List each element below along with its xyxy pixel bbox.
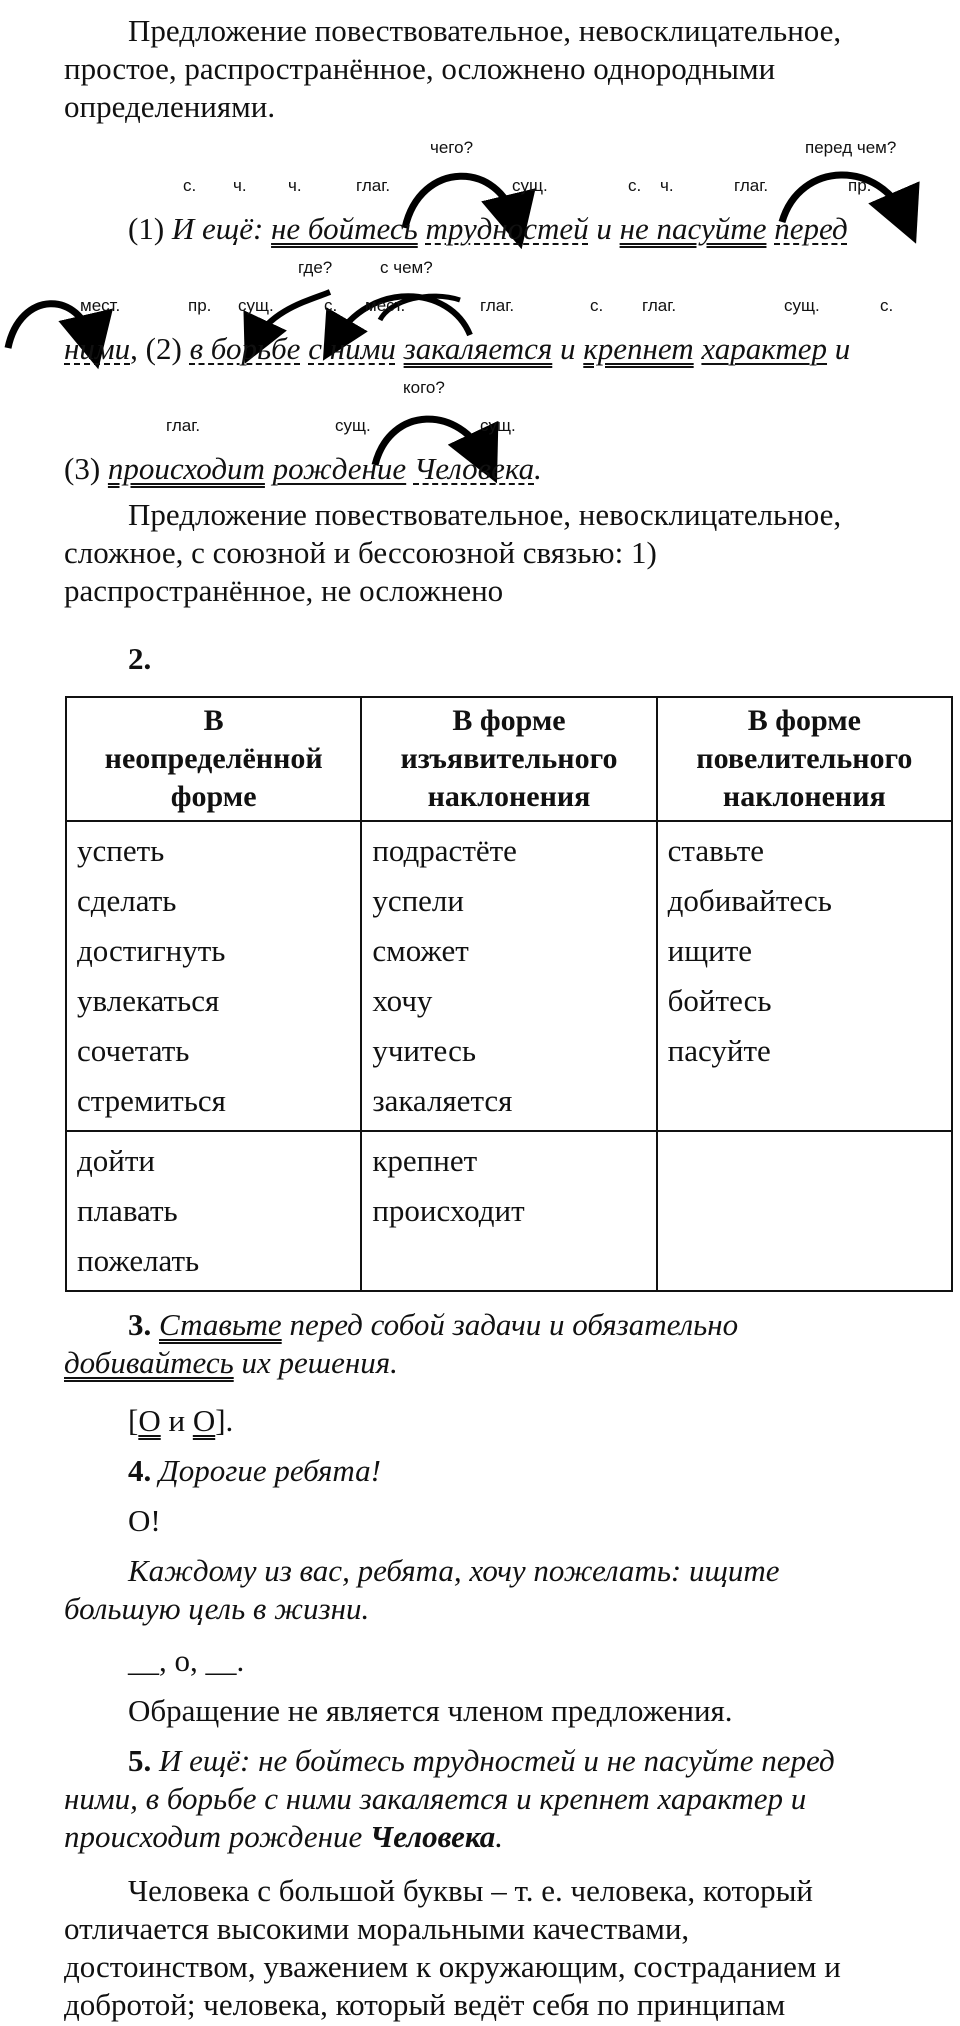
header-text: неопределённой — [104, 742, 323, 775]
verb-word: пожелать — [77, 1243, 200, 1278]
table-cell-indicative — [361, 821, 656, 1131]
task4-sentence-line: Каждому из вас, ребята, хочу пожелать: ищите — [128, 1553, 780, 1588]
table-header-row — [66, 697, 952, 821]
paragraph1-line: простое, распространённое, осложнено однородными — [64, 51, 776, 86]
verb-word: дойти — [77, 1143, 155, 1178]
pos-label: с. — [590, 296, 604, 315]
punctuation: . — [534, 451, 542, 486]
question-label: перед чем? — [805, 138, 897, 157]
paragraph2-line: сложное, с союзной и бессоюзной связью: 1) — [64, 535, 657, 570]
task5-line-3 — [64, 1818, 503, 1856]
subject: рождение — [272, 451, 407, 486]
adverbial: в борьбе — [189, 331, 301, 366]
task5-line-1 — [128, 1742, 835, 1780]
pos-label: пр. — [848, 176, 872, 195]
predicate: Ставьте — [159, 1307, 282, 1342]
question-label: где? — [298, 258, 333, 277]
header-text: наклонения — [427, 780, 591, 813]
conjunction: и — [588, 211, 620, 246]
verb-word: сделать — [77, 883, 177, 918]
pos-label: глаг. — [642, 296, 677, 315]
header-text: В форме — [747, 704, 861, 737]
task4-scheme-2: __, о, __. — [128, 1643, 245, 1678]
clause-number: , (2) — [130, 331, 190, 366]
scheme-conjunction: и — [160, 1403, 193, 1438]
scheme-predicate: О — [192, 1403, 216, 1438]
pos-label: глаг. — [356, 176, 391, 195]
pos-label: сущ. — [238, 296, 274, 315]
scheme-predicate: О — [138, 1403, 161, 1438]
pos-label: сущ. — [784, 296, 820, 315]
pos-label: с. — [628, 176, 642, 195]
parse-word: И ещё: — [171, 211, 272, 246]
table-cell-indicative — [361, 1131, 656, 1291]
predicate: не бойтесь — [271, 211, 418, 246]
header-text: изъявительного — [400, 742, 618, 775]
table-cell-imperative — [657, 821, 952, 1131]
pos-label: сущ. — [335, 416, 371, 435]
task3-number: 3. — [128, 1307, 152, 1342]
scheme-bracket: [ — [128, 1403, 139, 1438]
verb-word: бойтесь — [667, 983, 772, 1018]
pos-label: с. — [880, 296, 894, 315]
header-text: форме — [170, 780, 257, 813]
verb-word: сочетать — [77, 1033, 190, 1068]
question-label: чего? — [430, 138, 474, 157]
verb-word: ищите — [667, 933, 753, 968]
task4-text: Дорогие ребята! — [159, 1453, 381, 1488]
task5-text: происходит рождение — [64, 1819, 371, 1854]
punctuation: . — [495, 1819, 504, 1854]
task5-para-line: достоинством, уважением к окружающим, состраданием и — [64, 1949, 841, 1984]
predicate: не пасуйте — [619, 211, 767, 246]
verb-word: ставьте — [667, 833, 765, 868]
task5-para-line: отличается высокими моральными качествами, — [64, 1911, 690, 1946]
predicate: добивайтесь — [64, 1345, 234, 1380]
parse-line-1 — [128, 210, 848, 248]
task5-para-line: добротой; человека, который ведёт себя по принципам — [64, 1987, 786, 2022]
object: с ними — [308, 331, 396, 366]
question-label: кого? — [403, 378, 445, 397]
pos-label: ч. — [288, 176, 302, 195]
task5-bold-word: Человека — [370, 1819, 496, 1854]
header-text: наклонения — [722, 780, 886, 813]
verb-word: подрастёте — [372, 833, 517, 868]
verb-word: увлекаться — [77, 983, 220, 1018]
scheme-bracket: ]. — [215, 1403, 234, 1438]
task3-line-1 — [128, 1306, 738, 1344]
object: трудностей — [425, 211, 589, 246]
table-row — [66, 1131, 952, 1291]
predicate: крепнет — [583, 331, 694, 366]
verb-word: закаляется — [372, 1083, 513, 1118]
task3-scheme — [128, 1402, 233, 1440]
task5-line-2: ними, в борьбе с ними закаляется и крепнет характер и — [64, 1781, 807, 1816]
conjunction: и — [552, 331, 584, 366]
sentence-text: их решения. — [233, 1345, 398, 1380]
paragraph2-line: Предложение повествовательное, невосклицательное, — [128, 497, 842, 532]
pos-label: сущ. — [480, 416, 516, 435]
paragraph1-line: Предложение повествовательное, невосклицательное, — [128, 13, 842, 48]
paragraph1-line: определениями. — [64, 89, 276, 124]
pos-label: глаг. — [480, 296, 515, 315]
pos-label: глаг. — [166, 416, 201, 435]
pos-label: мест. — [80, 296, 121, 315]
task4-scheme-1: О! — [128, 1503, 161, 1538]
task5-number: 5. — [128, 1743, 152, 1778]
object: Человека — [413, 451, 535, 486]
parse-line-3 — [64, 450, 542, 488]
pos-label: ч. — [233, 176, 247, 195]
table-cell-infinitive — [66, 821, 361, 1131]
task4-line — [128, 1452, 381, 1490]
task2-number: 2. — [128, 641, 152, 676]
table-row — [66, 821, 952, 1131]
pos-label: сущ. — [512, 176, 548, 195]
verb-word: пасуйте — [667, 1033, 771, 1068]
verb-word: достигнуть — [77, 933, 226, 968]
header-text: В — [203, 704, 224, 737]
clause-number: (3) — [64, 451, 108, 486]
task4-number: 4. — [128, 1453, 152, 1488]
verb-word: успели — [372, 883, 464, 918]
verb-word: успеть — [77, 833, 165, 868]
table-cell-infinitive — [66, 1131, 361, 1291]
task4-sentence-line: большую цель в жизни. — [64, 1591, 370, 1626]
verb-word: учитесь — [372, 1033, 476, 1068]
object: перед — [774, 211, 848, 246]
paragraph2-line: распространённое, не осложнено — [64, 573, 504, 608]
task3-line-2 — [64, 1344, 398, 1382]
verb-word: стремиться — [77, 1083, 226, 1118]
verb-forms-table — [65, 696, 953, 1292]
question-label: с чем? — [380, 258, 433, 277]
pos-label: пр. — [188, 296, 212, 315]
header-text: В форме — [452, 704, 566, 737]
verb-word: крепнет — [372, 1143, 478, 1178]
sentence-text: перед собой задачи и обязательно — [281, 1307, 739, 1342]
pos-label: ч. — [660, 176, 674, 195]
task5-para-line: Человека с большой буквы – т. е. человека, который — [128, 1873, 813, 1908]
header-text: повелительного — [696, 742, 913, 775]
predicate: происходит — [107, 451, 265, 486]
pos-label: мест. — [365, 296, 406, 315]
predicate: закаляется — [403, 331, 553, 366]
subject: характер — [701, 331, 828, 366]
table-cell-imperative — [657, 1131, 952, 1291]
pos-label: с. — [324, 296, 338, 315]
object: ними — [64, 331, 131, 366]
clause-number: (1) — [128, 211, 172, 246]
pos-label: глаг. — [734, 176, 769, 195]
verb-word: плавать — [77, 1193, 178, 1228]
verb-word: происходит — [372, 1193, 525, 1228]
header-indicative — [361, 697, 656, 821]
verb-word: хочу — [372, 983, 433, 1018]
verb-word: сможет — [372, 933, 469, 968]
verb-word: добивайтесь — [667, 883, 832, 918]
header-imperative — [657, 697, 952, 821]
header-infinitive — [66, 697, 361, 821]
task5-text: И ещё: не бойтесь трудностей и не пасуйте перед — [159, 1743, 835, 1778]
pos-label: с. — [183, 176, 197, 195]
task4-note: Обращение не является членом предложения. — [128, 1693, 733, 1728]
conjunction: и — [827, 331, 851, 366]
parse-line-2 — [64, 330, 850, 368]
